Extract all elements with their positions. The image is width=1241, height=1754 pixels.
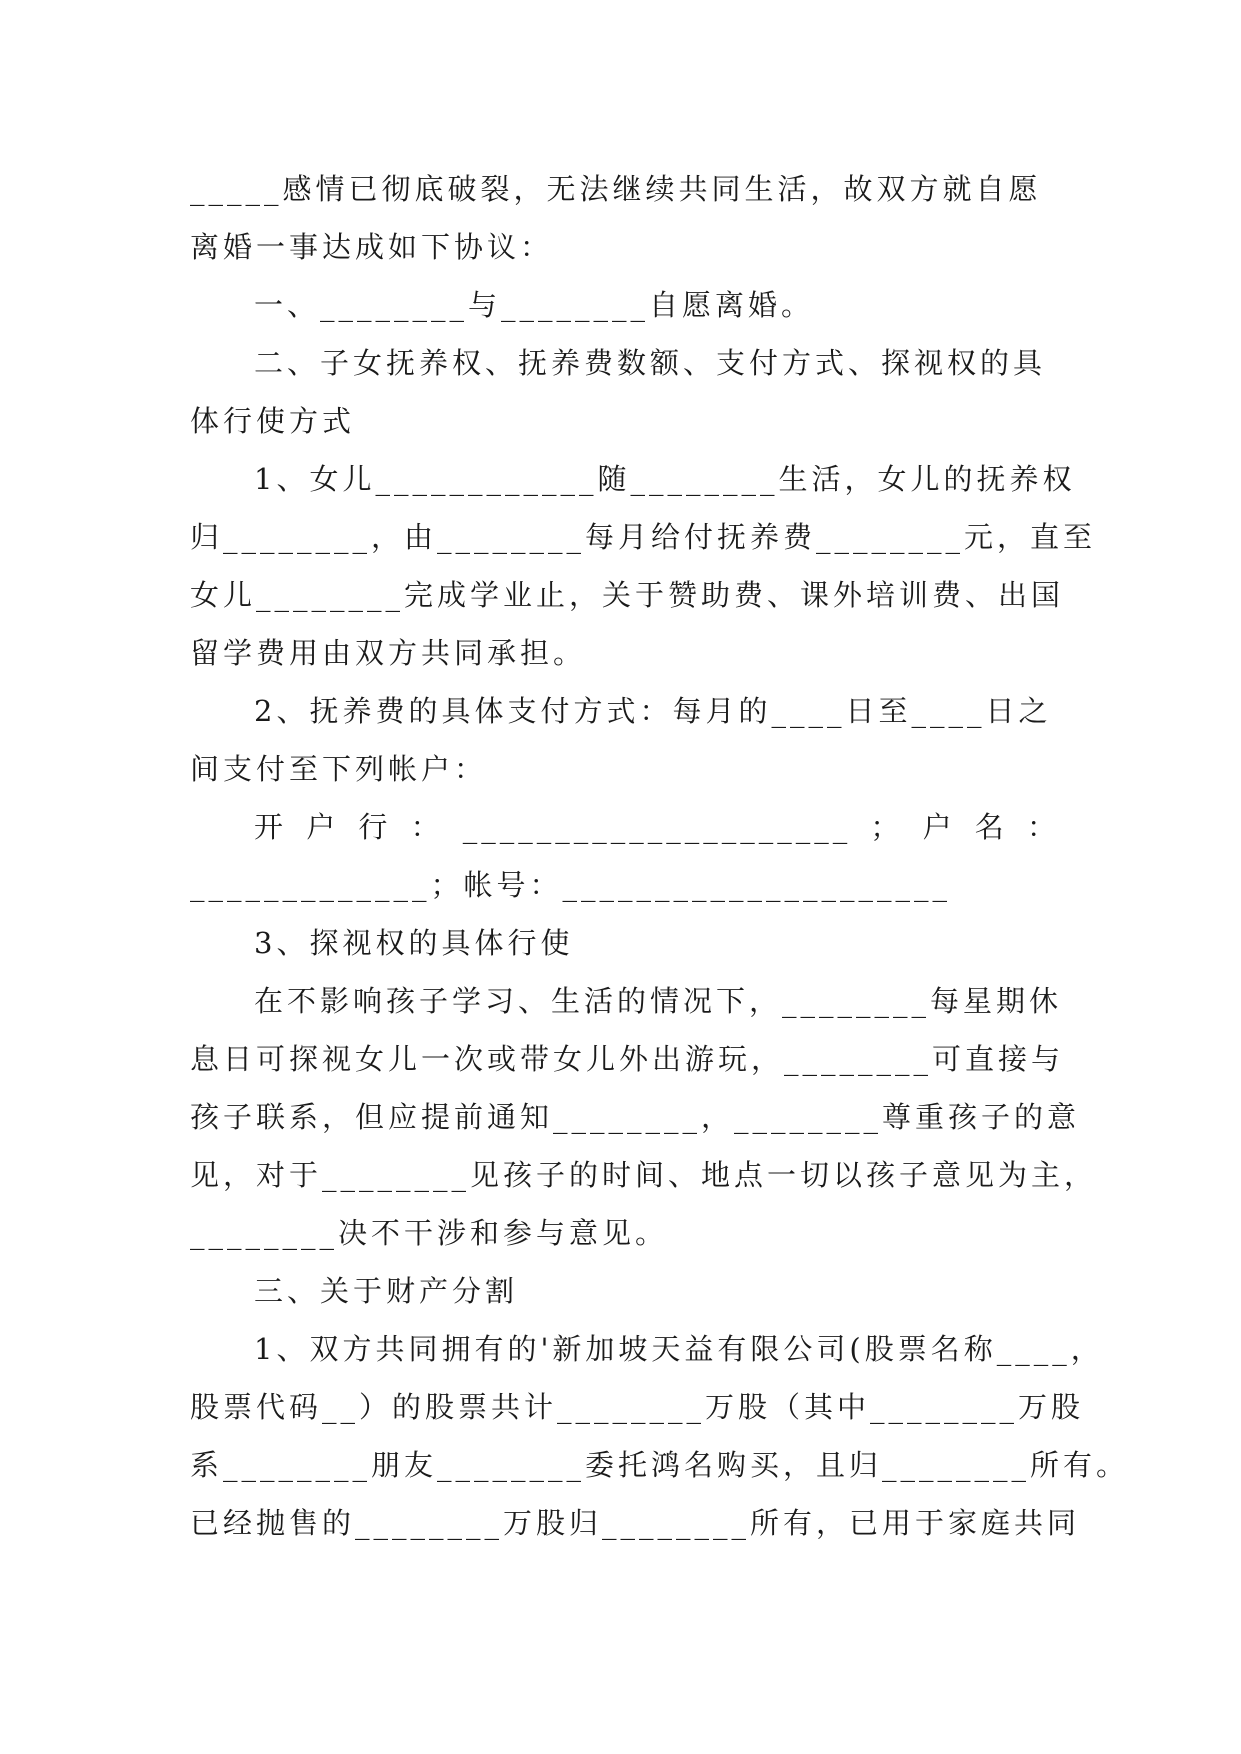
- colon: ：: [1026, 810, 1060, 844]
- paragraph-line: 间支付至下列帐户：: [190, 752, 488, 786]
- section-heading: 二、子女抚养权、抚养费数额、支付方式、探视权的具: [254, 346, 1047, 380]
- paragraph-line: 见，对于________见孩子的时间、地点一切以孩子意见为主，: [190, 1158, 1098, 1192]
- bank-blank: _____________________: [462, 810, 852, 844]
- paragraph-line: 体行使方式: [190, 404, 356, 438]
- bank-account-line: [190, 798, 1060, 856]
- paragraph-line: 孩子联系，但应提前通知________，________尊重孩子的意: [190, 1100, 1081, 1134]
- paragraph-line: 1、双方共同拥有的'新加坡天益有限公司(股票名称____，: [254, 1332, 1104, 1366]
- paragraph-line: 1、女儿____________随________生活，女儿的抚养权: [254, 462, 1076, 496]
- paragraph-line: 女儿________完成学业止，关于赞助费、课外培训费、出国: [190, 578, 1065, 612]
- paragraph-line: 息日可探视女儿一次或带女儿外出游玩，________可直接与: [190, 1042, 1065, 1076]
- paragraph-line: 在不影响孩子学习、生活的情况下，________每星期休: [254, 984, 1063, 1018]
- paragraph-line: ________决不干涉和参与意见。: [190, 1216, 669, 1250]
- paragraph-line: 系________朋友________委托鸿名购买，且归________所有。: [190, 1448, 1130, 1482]
- colon: ：: [410, 810, 444, 844]
- section-heading: 3、探视权的具体行使: [254, 926, 574, 960]
- clause-line: 一、________与________自愿离婚。: [254, 288, 815, 322]
- paragraph-line: _____________；帐号：_____________________: [190, 868, 952, 902]
- bank-label-char: 开: [254, 810, 288, 844]
- paragraph-line: 2、抚养费的具体支付方式：每月的____日至____日之: [254, 694, 1052, 728]
- semicolon: ；: [870, 810, 904, 844]
- bank-label-char: 户: [306, 810, 340, 844]
- document-page: [190, 160, 1130, 1552]
- account-name-label-char: 名: [974, 810, 1008, 844]
- section-heading: 三、关于财产分割: [254, 1274, 519, 1308]
- paragraph-line: 留学费用由双方共同承担。: [190, 636, 587, 670]
- paragraph-line: 归________，由________每月给付抚养费________元，直至: [190, 520, 1097, 554]
- account-name-label-char: 户: [922, 810, 956, 844]
- paragraph-line: _____感情已彻底破裂，无法继续共同生活，故双方就自愿: [190, 172, 1042, 206]
- paragraph-line: 股票代码__）的股票共计________万股（其中________万股: [190, 1390, 1085, 1424]
- bank-label-char: 行: [358, 810, 392, 844]
- paragraph-line: 已经抛售的________万股归________所有，已用于家庭共同: [190, 1506, 1081, 1540]
- paragraph-line: 离婚一事达成如下协议：: [190, 230, 554, 264]
